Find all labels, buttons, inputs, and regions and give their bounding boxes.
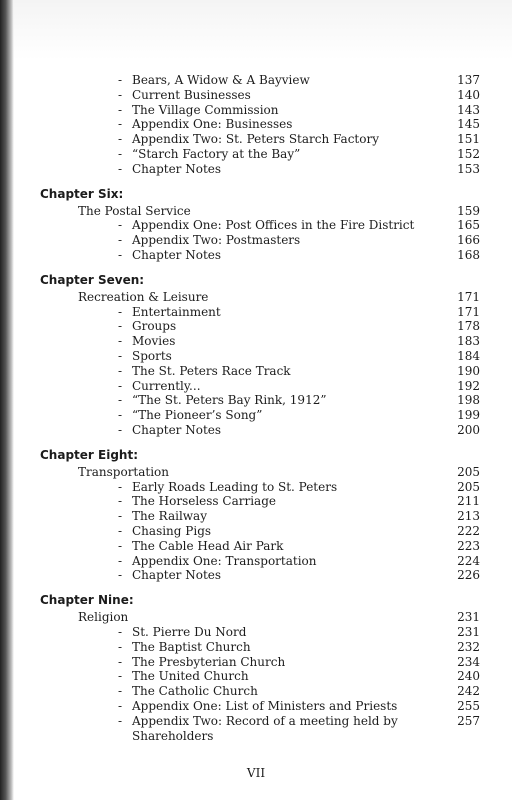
toc-bullet-dash: - [118, 378, 123, 393]
toc-page-number: 165 [457, 218, 480, 233]
toc-page-number: 257 [457, 713, 480, 728]
toc-bullet-dash: - [118, 304, 123, 319]
toc-entry [40, 699, 480, 714]
toc-page-number: 198 [457, 393, 480, 408]
toc-section-title: Transportation [78, 464, 170, 479]
toc-section-row [40, 290, 480, 305]
toc-bullet-dash: - [118, 218, 123, 233]
toc-bullet-dash: - [118, 639, 123, 654]
toc-page-number: 211 [457, 494, 480, 509]
toc-bullet-dash: - [118, 87, 123, 102]
toc-bullet-dash: - [118, 393, 123, 408]
toc-section-title: Religion [78, 610, 129, 625]
toc-page-number: 171 [457, 289, 480, 304]
toc-bullet-dash: - [118, 684, 123, 699]
toc-entry-title: Sports [132, 349, 172, 363]
toc-entry-title: Groups [132, 319, 177, 334]
toc-bullet-dash: - [118, 699, 123, 713]
toc-entry-title: The United Church [132, 669, 249, 684]
toc-bullet-dash: - [118, 669, 123, 684]
toc-entry [40, 334, 480, 349]
toc-page-number: 240 [457, 669, 480, 684]
book-binding-shadow [0, 0, 14, 800]
toc-entry-title: Current Businesses [132, 87, 251, 102]
toc-page-number: 199 [457, 408, 480, 423]
toc-entry [40, 233, 480, 248]
toc-entry-title: Appendix One: Businesses [132, 117, 293, 132]
toc-page-number: 231 [457, 625, 480, 639]
toc-page-number: 205 [457, 479, 480, 494]
toc-bullet-dash: - [118, 161, 123, 176]
toc-bullet-dash: - [118, 654, 123, 669]
toc-entry [40, 349, 480, 364]
toc-bullet-dash: - [118, 713, 123, 728]
toc-section-title: The Postal Service [78, 203, 191, 218]
toc-page-number: 171 [457, 304, 480, 319]
toc-bullet-dash: - [118, 479, 123, 494]
toc-page-number: 205 [457, 464, 480, 479]
toc-entry-title: Early Roads Leading to St. Peters [132, 479, 338, 494]
toc-entry-title: Chapter Notes [132, 248, 222, 262]
toc-page-number: 222 [457, 524, 480, 538]
toc-page-number: 166 [457, 233, 480, 248]
toc-entry-title: Bears, A Widow & A Bayview [132, 73, 310, 87]
toc-entry [40, 132, 480, 147]
toc-entry-title: The Catholic Church [132, 684, 258, 699]
toc-entry [40, 625, 480, 640]
toc-entry [40, 319, 480, 334]
toc-entry [40, 714, 480, 729]
toc-entry [40, 147, 480, 162]
toc-bullet-dash: - [118, 423, 123, 437]
toc-section-row [40, 465, 480, 480]
toc-bullet-dash: - [118, 102, 123, 117]
toc-entry [40, 305, 480, 320]
toc-entry-title: Appendix One: Transportation [132, 553, 317, 568]
toc-bullet-dash: - [118, 334, 123, 349]
toc-page-number: 153 [457, 161, 480, 176]
toc-entry [40, 218, 480, 233]
toc-page-number: 200 [457, 423, 480, 437]
toc-page-number: 255 [457, 699, 480, 713]
toc-page-number: 190 [457, 363, 480, 378]
page-top-shading [14, 0, 512, 60]
toc-entry [40, 88, 480, 103]
toc-page-number: 151 [457, 132, 480, 147]
toc-entry [40, 539, 480, 554]
toc-entry [40, 162, 480, 177]
toc-entry-title-continued: Shareholders [132, 728, 214, 743]
toc-bullet-dash: - [118, 524, 123, 538]
toc-entry-title: The Baptist Church [132, 639, 251, 654]
toc-bullet-dash: - [118, 233, 123, 248]
toc-page-number: 192 [457, 378, 480, 393]
toc-page-number: 223 [457, 538, 480, 553]
toc-bullet-dash: - [118, 553, 123, 568]
toc-section-row [40, 610, 480, 625]
toc-bullet-dash: - [118, 509, 123, 524]
toc-entry-title: Movies [132, 334, 176, 349]
toc-entry [40, 509, 480, 524]
toc-entry-title: The Village Commission [132, 102, 279, 117]
toc-page-number: 226 [457, 568, 480, 583]
toc-entry-title: Entertainment [132, 304, 221, 319]
toc-entry-title: Chapter Notes [132, 161, 222, 176]
toc-section-title: Recreation & Leisure [78, 289, 209, 304]
toc-page-number: 152 [457, 147, 480, 161]
toc-entry [40, 568, 480, 583]
toc-entry [40, 393, 480, 408]
toc-entry-title: Appendix One: Post Offices in the Fire District [132, 218, 415, 233]
toc-page-number: 137 [457, 73, 480, 87]
toc-page-number: 168 [457, 248, 480, 262]
toc-bullet-dash: - [118, 248, 123, 262]
toc-bullet-dash: - [118, 408, 123, 423]
toc-page-number: 213 [457, 509, 480, 524]
toc-entry [40, 524, 480, 539]
toc-entry [40, 73, 480, 88]
toc-entry [40, 655, 480, 670]
toc-bullet-dash: - [118, 349, 123, 363]
toc-bullet-dash: - [118, 538, 123, 553]
toc-bullet-dash: - [118, 568, 123, 583]
toc-entry-title: The Cable Head Air Park [132, 538, 284, 553]
toc-page-number: 183 [457, 334, 480, 349]
toc-entry-title: Appendix Two: St. Peters Starch Factory [132, 132, 379, 147]
toc-page-number: 159 [457, 203, 480, 218]
chapter-heading: Chapter Eight: [40, 447, 138, 462]
toc-entry-title: “Starch Factory at the Bay” [132, 147, 301, 161]
chapter-heading: Chapter Nine: [40, 593, 134, 608]
toc-entry-title: “The Pioneer’s Song” [132, 408, 263, 423]
chapter-heading: Chapter Six: [40, 186, 124, 201]
toc-bullet-dash: - [118, 147, 123, 161]
toc-page-number: 178 [457, 319, 480, 334]
toc-entry-title: Appendix Two: Postmasters [132, 233, 301, 248]
toc-entry [40, 494, 480, 509]
toc-page-number: 145 [457, 117, 480, 132]
toc-entry-title: The St. Peters Race Track [132, 363, 291, 378]
toc-entry [40, 640, 480, 655]
toc-bullet-dash: - [118, 625, 123, 639]
toc-entry [40, 103, 480, 118]
toc-entry-title: Chapter Notes [132, 423, 222, 437]
toc-bullet-dash: - [118, 73, 123, 87]
toc-page-number: 242 [457, 684, 480, 699]
toc-bullet-dash: - [118, 117, 123, 132]
toc-entry [40, 408, 480, 423]
toc-page-number: 184 [457, 349, 480, 363]
toc-entry-continuation [40, 729, 480, 744]
toc-entry-title: The Railway [132, 509, 207, 524]
page-folio: VII [246, 766, 266, 780]
toc-entry [40, 364, 480, 379]
toc-entry-title: The Horseless Carriage [132, 494, 276, 509]
toc-entry-title: Chapter Notes [132, 568, 222, 583]
toc-entry [40, 684, 480, 699]
toc-page-number: 140 [457, 87, 480, 102]
toc-page-number: 143 [457, 102, 480, 117]
toc-entry-title: Chasing Pigs [132, 524, 212, 538]
toc-entry-title: Appendix One: List of Ministers and Priests [132, 699, 398, 713]
toc-bullet-dash: - [118, 363, 123, 378]
toc-entry [40, 117, 480, 132]
toc-entry [40, 554, 480, 569]
toc-entry [40, 669, 480, 684]
toc-page-number: 224 [457, 553, 480, 568]
toc-bullet-dash: - [118, 494, 123, 509]
toc-page-number: 231 [457, 610, 480, 625]
toc-page-number: 234 [457, 654, 480, 669]
toc-entry-title: St. Pierre Du Nord [132, 625, 247, 639]
toc-entry [40, 248, 480, 263]
toc-entry-title: Currently... [132, 378, 201, 393]
toc-entry [40, 423, 480, 438]
toc-entry [40, 480, 480, 495]
toc-entry [40, 379, 480, 394]
toc-bullet-dash: - [118, 132, 123, 147]
toc-section-row [40, 204, 480, 219]
toc-entry-title: Appendix Two: Record of a meeting held by [132, 713, 398, 728]
toc-entry-title: The Presbyterian Church [132, 654, 286, 669]
toc-bullet-dash: - [118, 319, 123, 334]
chapter-heading: Chapter Seven: [40, 272, 145, 287]
toc-page-number: 232 [457, 639, 480, 654]
toc-entry-title: “The St. Peters Bay Rink, 1912” [132, 393, 327, 408]
